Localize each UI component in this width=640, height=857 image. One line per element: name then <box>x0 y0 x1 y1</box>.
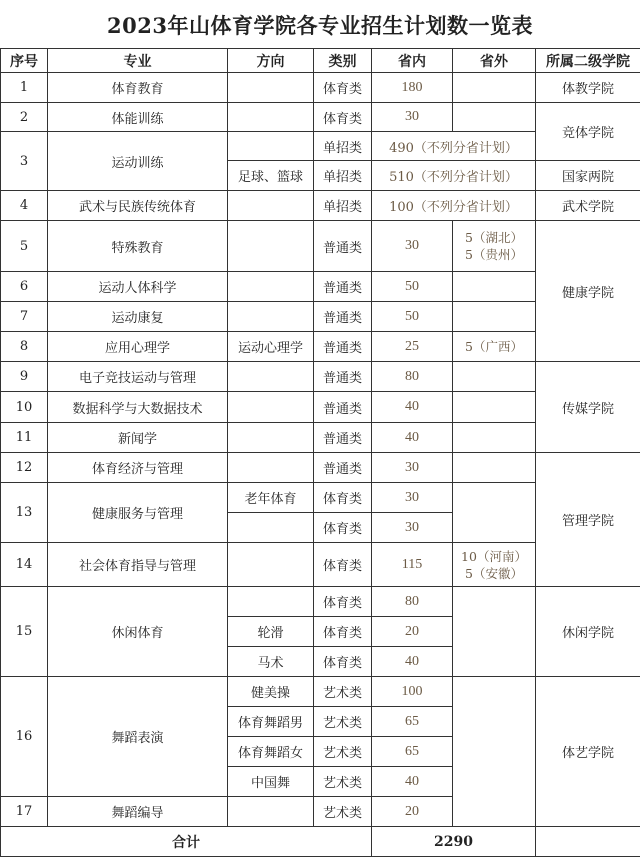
header-category: 类别 <box>314 49 372 73</box>
table-row <box>1 362 640 392</box>
header-out-province: 省外 <box>453 49 536 73</box>
total-label: 合计 <box>1 827 372 857</box>
major: 体能训练 <box>48 103 228 132</box>
page-title: 2023年山体育学院各专业招生计划数一览表 <box>107 13 533 38</box>
major: 新闻学 <box>48 423 228 453</box>
in-province: 20 <box>372 797 453 827</box>
direction <box>228 513 314 543</box>
category: 普通类 <box>314 302 372 332</box>
in-province: 80 <box>372 587 453 617</box>
in-province: 115 <box>372 543 453 587</box>
major: 应用心理学 <box>48 332 228 362</box>
table-row <box>1 453 640 483</box>
out-province <box>453 677 536 827</box>
major: 运动康复 <box>48 302 228 332</box>
no: 10 <box>1 392 48 423</box>
direction <box>228 221 314 272</box>
out-province <box>453 543 536 587</box>
major: 体育教育 <box>48 73 228 103</box>
out-province <box>453 302 536 332</box>
header-direction: 方向 <box>228 49 314 73</box>
college: 传媒学院 <box>536 362 640 453</box>
direction: 体育舞蹈女 <box>228 737 314 767</box>
in-province: 65 <box>372 707 453 737</box>
in-province: 40 <box>372 767 453 797</box>
direction <box>228 272 314 302</box>
header-major: 专业 <box>48 49 228 73</box>
category: 单招类 <box>314 132 372 161</box>
direction <box>228 103 314 132</box>
category: 体育类 <box>314 617 372 647</box>
major: 运动训练 <box>48 132 228 191</box>
direction: 马术 <box>228 647 314 677</box>
direction <box>228 453 314 483</box>
category: 体育类 <box>314 513 372 543</box>
direction: 轮滑 <box>228 617 314 647</box>
in-province: 30 <box>372 103 453 132</box>
no: 16 <box>1 677 48 797</box>
header-no: 序号 <box>1 49 48 73</box>
category: 艺术类 <box>314 677 372 707</box>
in-province: 40 <box>372 392 453 423</box>
in-province: 510（不列分省计划） <box>372 161 536 191</box>
category: 艺术类 <box>314 737 372 767</box>
out-province-line: 10（河南） <box>461 548 527 564</box>
college: 健康学院 <box>536 221 640 362</box>
category: 艺术类 <box>314 797 372 827</box>
category: 普通类 <box>314 423 372 453</box>
no: 2 <box>1 103 48 132</box>
category: 普通类 <box>314 453 372 483</box>
table-row <box>1 191 640 221</box>
in-province: 80 <box>372 362 453 392</box>
in-province: 30 <box>372 221 453 272</box>
out-province <box>453 272 536 302</box>
in-province: 30 <box>372 453 453 483</box>
college: 国家两院 <box>536 161 640 191</box>
no: 11 <box>1 423 48 453</box>
in-province: 40 <box>372 647 453 677</box>
category: 体育类 <box>314 587 372 617</box>
table-row <box>1 587 640 617</box>
in-province: 100 <box>372 677 453 707</box>
no: 9 <box>1 362 48 392</box>
no: 3 <box>1 132 48 191</box>
out-province <box>453 73 536 103</box>
category: 体育类 <box>314 73 372 103</box>
out-province <box>453 362 536 392</box>
major: 社会体育指导与管理 <box>48 543 228 587</box>
category: 单招类 <box>314 191 372 221</box>
out-province-line: 5（安徽） <box>465 565 523 581</box>
in-province: 490（不列分省计划） <box>372 132 536 161</box>
in-province: 20 <box>372 617 453 647</box>
table-row <box>1 73 640 103</box>
in-province: 40 <box>372 423 453 453</box>
college: 竞体学院 <box>536 103 640 161</box>
no: 1 <box>1 73 48 103</box>
no: 4 <box>1 191 48 221</box>
college: 武术学院 <box>536 191 640 221</box>
out-province <box>453 483 536 543</box>
college: 休闲学院 <box>536 587 640 677</box>
major: 武术与民族传统体育 <box>48 191 228 221</box>
in-province: 180 <box>372 73 453 103</box>
out-province-line: 5（贵州） <box>465 247 523 262</box>
total-row <box>1 827 640 857</box>
category: 体育类 <box>314 647 372 677</box>
no: 8 <box>1 332 48 362</box>
no: 6 <box>1 272 48 302</box>
major: 运动人体科学 <box>48 272 228 302</box>
out-province <box>453 392 536 423</box>
out-province <box>453 423 536 453</box>
major: 健康服务与管理 <box>48 483 228 543</box>
direction: 运动心理学 <box>228 332 314 362</box>
out-province-line: 5（湖北） <box>465 230 523 245</box>
table-row <box>1 677 640 707</box>
direction <box>228 132 314 161</box>
major: 舞蹈编导 <box>48 797 228 827</box>
no: 13 <box>1 483 48 543</box>
total-empty <box>536 827 640 857</box>
out-province <box>453 221 536 272</box>
out-province <box>453 587 536 677</box>
in-province: 65 <box>372 737 453 767</box>
no: 15 <box>1 587 48 677</box>
major: 体育经济与管理 <box>48 453 228 483</box>
direction: 足球、篮球 <box>228 161 314 191</box>
college: 体艺学院 <box>536 677 640 827</box>
major: 舞蹈表演 <box>48 677 228 797</box>
category: 普通类 <box>314 332 372 362</box>
direction <box>228 797 314 827</box>
direction <box>228 543 314 587</box>
direction <box>228 191 314 221</box>
table-row <box>1 103 640 132</box>
direction: 老年体育 <box>228 483 314 513</box>
no: 5 <box>1 221 48 272</box>
header-college: 所属二级学院 <box>536 49 640 73</box>
direction <box>228 73 314 103</box>
direction: 体育舞蹈男 <box>228 707 314 737</box>
total-value: 2290 <box>372 827 536 857</box>
in-province: 50 <box>372 272 453 302</box>
college: 管理学院 <box>536 453 640 587</box>
header-row <box>1 49 640 73</box>
direction <box>228 302 314 332</box>
out-province: 5（广西） <box>453 332 536 362</box>
no: 17 <box>1 797 48 827</box>
category: 普通类 <box>314 362 372 392</box>
direction <box>228 423 314 453</box>
out-province <box>453 103 536 132</box>
category: 体育类 <box>314 543 372 587</box>
category: 艺术类 <box>314 707 372 737</box>
category: 体育类 <box>314 103 372 132</box>
major: 休闲体育 <box>48 587 228 677</box>
category: 普通类 <box>314 392 372 423</box>
category: 艺术类 <box>314 767 372 797</box>
in-province: 100（不列分省计划） <box>372 191 536 221</box>
major: 数据科学与大数据技术 <box>48 392 228 423</box>
category: 体育类 <box>314 483 372 513</box>
category: 普通类 <box>314 221 372 272</box>
major: 电子竞技运动与管理 <box>48 362 228 392</box>
in-province: 25 <box>372 332 453 362</box>
header-in-province: 省内 <box>372 49 453 73</box>
in-province: 50 <box>372 302 453 332</box>
out-province <box>453 453 536 483</box>
category: 普通类 <box>314 272 372 302</box>
direction <box>228 392 314 423</box>
no: 12 <box>1 453 48 483</box>
in-province: 30 <box>372 483 453 513</box>
direction: 中国舞 <box>228 767 314 797</box>
no: 14 <box>1 543 48 587</box>
major: 特殊教育 <box>48 221 228 272</box>
direction: 健美操 <box>228 677 314 707</box>
enrollment-plan-table <box>0 48 640 857</box>
no: 7 <box>1 302 48 332</box>
category: 单招类 <box>314 161 372 191</box>
in-province: 30 <box>372 513 453 543</box>
college: 体教学院 <box>536 73 640 103</box>
direction <box>228 362 314 392</box>
direction <box>228 587 314 617</box>
table-row <box>1 221 640 272</box>
